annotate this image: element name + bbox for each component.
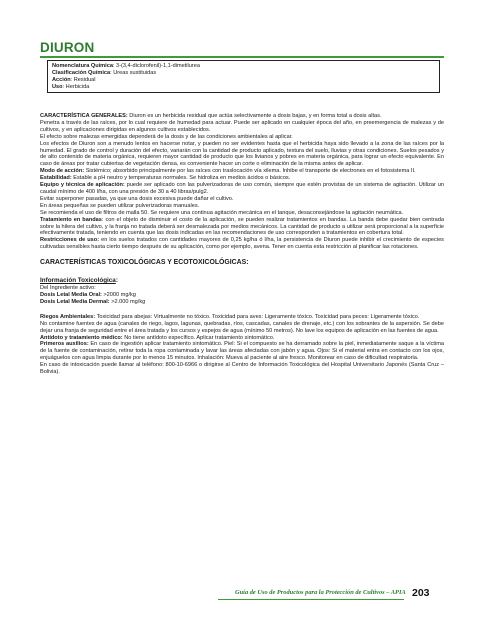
general-text: puede ser aplicado con las pulverizadoras de uso común, siempre que estén provistas de un sistema de agitación. Utilizar un caudal mínimo de 400 l/ha, con una presión de 30 a 40 libras/pulg2. xyxy=(40,182,444,195)
general-label: Estabilidad: xyxy=(40,175,72,182)
general-paragraph xyxy=(40,120,444,134)
info-label: Acción xyxy=(52,77,71,84)
info-label: Clasificación Química xyxy=(52,70,111,77)
general-paragraph xyxy=(40,141,444,169)
tox-from-label: Del Ingrediente activo: xyxy=(40,285,96,292)
product-info-box xyxy=(47,60,440,93)
general-label: Restricciones de uso: xyxy=(40,237,100,244)
eco-label: Antídoto y tratamiento médico: xyxy=(40,334,123,341)
tox-heading-text: Información Toxicológica xyxy=(40,277,116,285)
general-label: CARACTERÍSTICA GENERALES: xyxy=(40,113,128,119)
tox-item-value: >2.000 mg/kg xyxy=(109,298,146,305)
footer-rule xyxy=(218,599,404,600)
general-text: : con el objeto de disminuir el costo de la aplicación, se pueden realizar tratamientos en bandas. La banda debe quedar bien centrada sobre la hilera del cultivo, y la franja no tratada deberá ser desmalezada por medios mecánicos. La cantidad de producto a utilizar será proporcional a la superficie efectivamente tratada, teniendo en cuenta que las dosis indicadas en las recomendaciones de uso corresponden a tratamientos en cobertura total. xyxy=(40,216,444,237)
general-paragraph xyxy=(40,134,444,141)
eco-paragraphs xyxy=(40,314,444,376)
general-paragraph xyxy=(40,113,444,120)
eco-text: No tiene antídoto específico. Aplicar tratamiento sintomático. xyxy=(122,334,275,341)
tox-item xyxy=(40,292,444,299)
general-paragraph xyxy=(40,203,444,210)
eco-paragraph xyxy=(40,314,444,321)
tox-item-label: Dosis Letal Media Dermal: xyxy=(40,298,110,305)
general-paragraph xyxy=(40,196,444,203)
tox-item xyxy=(40,299,444,306)
eco-text: Toxicidad para abejas: Virtualmente no tóxico. Toxicidad para aves: Ligeramente tóxico. Toxicidad para peces: Ligeramente tóxico. xyxy=(95,313,420,320)
document-body xyxy=(40,113,444,376)
general-paragraph xyxy=(40,175,444,182)
info-label: Nomenclatura Química xyxy=(52,63,113,69)
footer-text: Guía de Uso de Productos para la Protección de Cultivos – APIA xyxy=(235,589,406,596)
general-text: Los efectos de Diuron son a menudo lentos en hacerse notar, y pueden no ser evidentes hasta que el herbicida haya sido llevado a la zona de las raíces por la humedad. El grado de control y duración del efecto, variarán con la cantidad de producto aplicado, textura del suelo, lluvias y otras condiciones. Suelos pesados y de alto contenido de materia orgánica, requieren mayor cantidad de producto que los livianos y pobres en materia orgánica, para lograr un efecto equivalente. En caso de áreas por tratar cubiertas de vegetación densa, es conveniente hacer un corte o eliminación de la misma antes de aplicar. xyxy=(40,140,444,168)
eco-paragraph xyxy=(40,362,444,376)
general-text: El efecto sobre malezas emergidas dependerá de la dosis y de las condiciones ambientales al aplicar. xyxy=(40,133,293,140)
general-label: Equipo y técnica de aplicación: xyxy=(40,182,125,189)
section-heading: CARACTERÍSTICAS TOXICOLÓGICAS Y ECOTOXICOLÓGICAS: xyxy=(40,259,249,267)
tox-items xyxy=(40,292,444,306)
general-characteristics xyxy=(40,113,444,251)
info-value: : Herbicida xyxy=(62,84,90,91)
general-text: en los suelos tratados con cantidades mayores de 0,25 kg/ha ó l/ha, la persistencia de Diuron puede inhibir el crecimiento de especies cultivadas sensibles hasta cierto tiempo después de su aplicación, como por ejemplo, avena. Tener en cuenta esta restricción al planificar las rotaciones. xyxy=(40,237,444,251)
info-row xyxy=(52,84,435,91)
general-paragraph xyxy=(40,217,444,238)
page-number: 203 xyxy=(412,587,430,599)
general-text: Se recomienda el uso de filtros de malla 50. Se requiere una continua agitación mecánica en el tanque, desaconsejándose la agitación neumática. xyxy=(40,209,404,216)
general-paragraph xyxy=(40,168,444,175)
general-text: Sistémico; absorbido principalmente por las raíces con traslocación vía xilema. Inhibe el transporte de electrones en el fotosistema II. xyxy=(84,168,416,175)
general-label: Modo de acción: xyxy=(40,168,85,175)
tox-item-label: Dosis Letal Media Oral: xyxy=(40,292,102,299)
info-row xyxy=(52,70,435,77)
eco-text: En caso de ingestión aplicar tratamiento sintomático. Piel: Si el compuesto se ha derramado sobre la piel, inmediatamente saque a la víctima de la fuente de contaminación, retirar toda la ropa contaminada y lavar las áreas afectadas con jabón y agua. Ojos: Si el material entra en contacto con los ojos, enjuáguelos con agua limpia durante por lo menos 15 minutos. Inhalación: Mueva al paciente al aire fresco. Monitorear en caso de dificultad respiratoria. xyxy=(40,341,444,362)
spacer xyxy=(40,306,444,314)
page-footer xyxy=(218,587,444,599)
info-value: : Residual xyxy=(70,77,96,84)
info-label: Uso xyxy=(52,84,63,91)
eco-paragraph xyxy=(40,341,444,362)
eco-paragraph xyxy=(40,321,444,335)
general-text: Diuron es un herbicida residual que actúa selectivamente a dosis bajas, y en forma total a dosis altas. xyxy=(127,113,382,119)
general-paragraph xyxy=(40,237,444,251)
general-label: Tratamiento en bandas xyxy=(40,216,102,223)
eco-label: Riegos Ambientales: xyxy=(40,313,96,320)
eco-text: No contamine fuentes de agua (canales de riego, lagos, lagunas, quebradas, ríos, cascadas, canales de drenaje, etc.) con los sobrantes de la aspersión. Se debe dejar una franja de seguridad entre el área tratada y los cursos y espejos de agua (mínimo 50 metros). No lave los equipos de aplicación en las fuentes de agua. xyxy=(40,320,444,334)
general-text: Evitar superponer pasadas, ya que una dosis excesiva puede dañar el cultivo. xyxy=(40,195,234,202)
eco-text: En caso de intoxicación puede llamar al teléfono: 800-10-6966 o dirigirse al Centro de Información Toxicológica del Hospital Universitario Japonés (Santa Cruz – Bolivia). xyxy=(40,362,444,376)
general-text: Penetra a través de las raíces, por lo cual requiere de humedad para actuar. Puede ser aplicado en cualquier época del año, en preemergencia de malezas y de cultivos, y en aplicaciones dirigidas en algunos cultivos establecidos. xyxy=(40,119,444,133)
eco-label: Primeros auxilios: xyxy=(40,341,89,348)
tox-heading xyxy=(40,277,444,285)
title-underline xyxy=(40,56,444,58)
general-paragraph xyxy=(40,182,444,196)
general-text: En áreas pequeñas se pueden utilizar pulverizadoras manuales. xyxy=(40,202,200,209)
general-text: Estable a pH neutro y temperaturas normales. Se hidroliza en medios ácidos o básicos. xyxy=(71,175,291,182)
tox-heading-suffix: : xyxy=(115,277,118,285)
tox-item-value: >2000 mg/kg xyxy=(101,292,136,299)
info-value: : Ureas sustituidas xyxy=(110,70,157,77)
info-row xyxy=(52,77,435,84)
info-row xyxy=(52,63,435,70)
general-paragraph xyxy=(40,210,444,217)
info-value: : 3-(3,4-diclorofenil)-1,1-dimetilurea xyxy=(112,63,200,69)
page-title: DIURON xyxy=(40,40,95,55)
eco-paragraph xyxy=(40,335,444,342)
